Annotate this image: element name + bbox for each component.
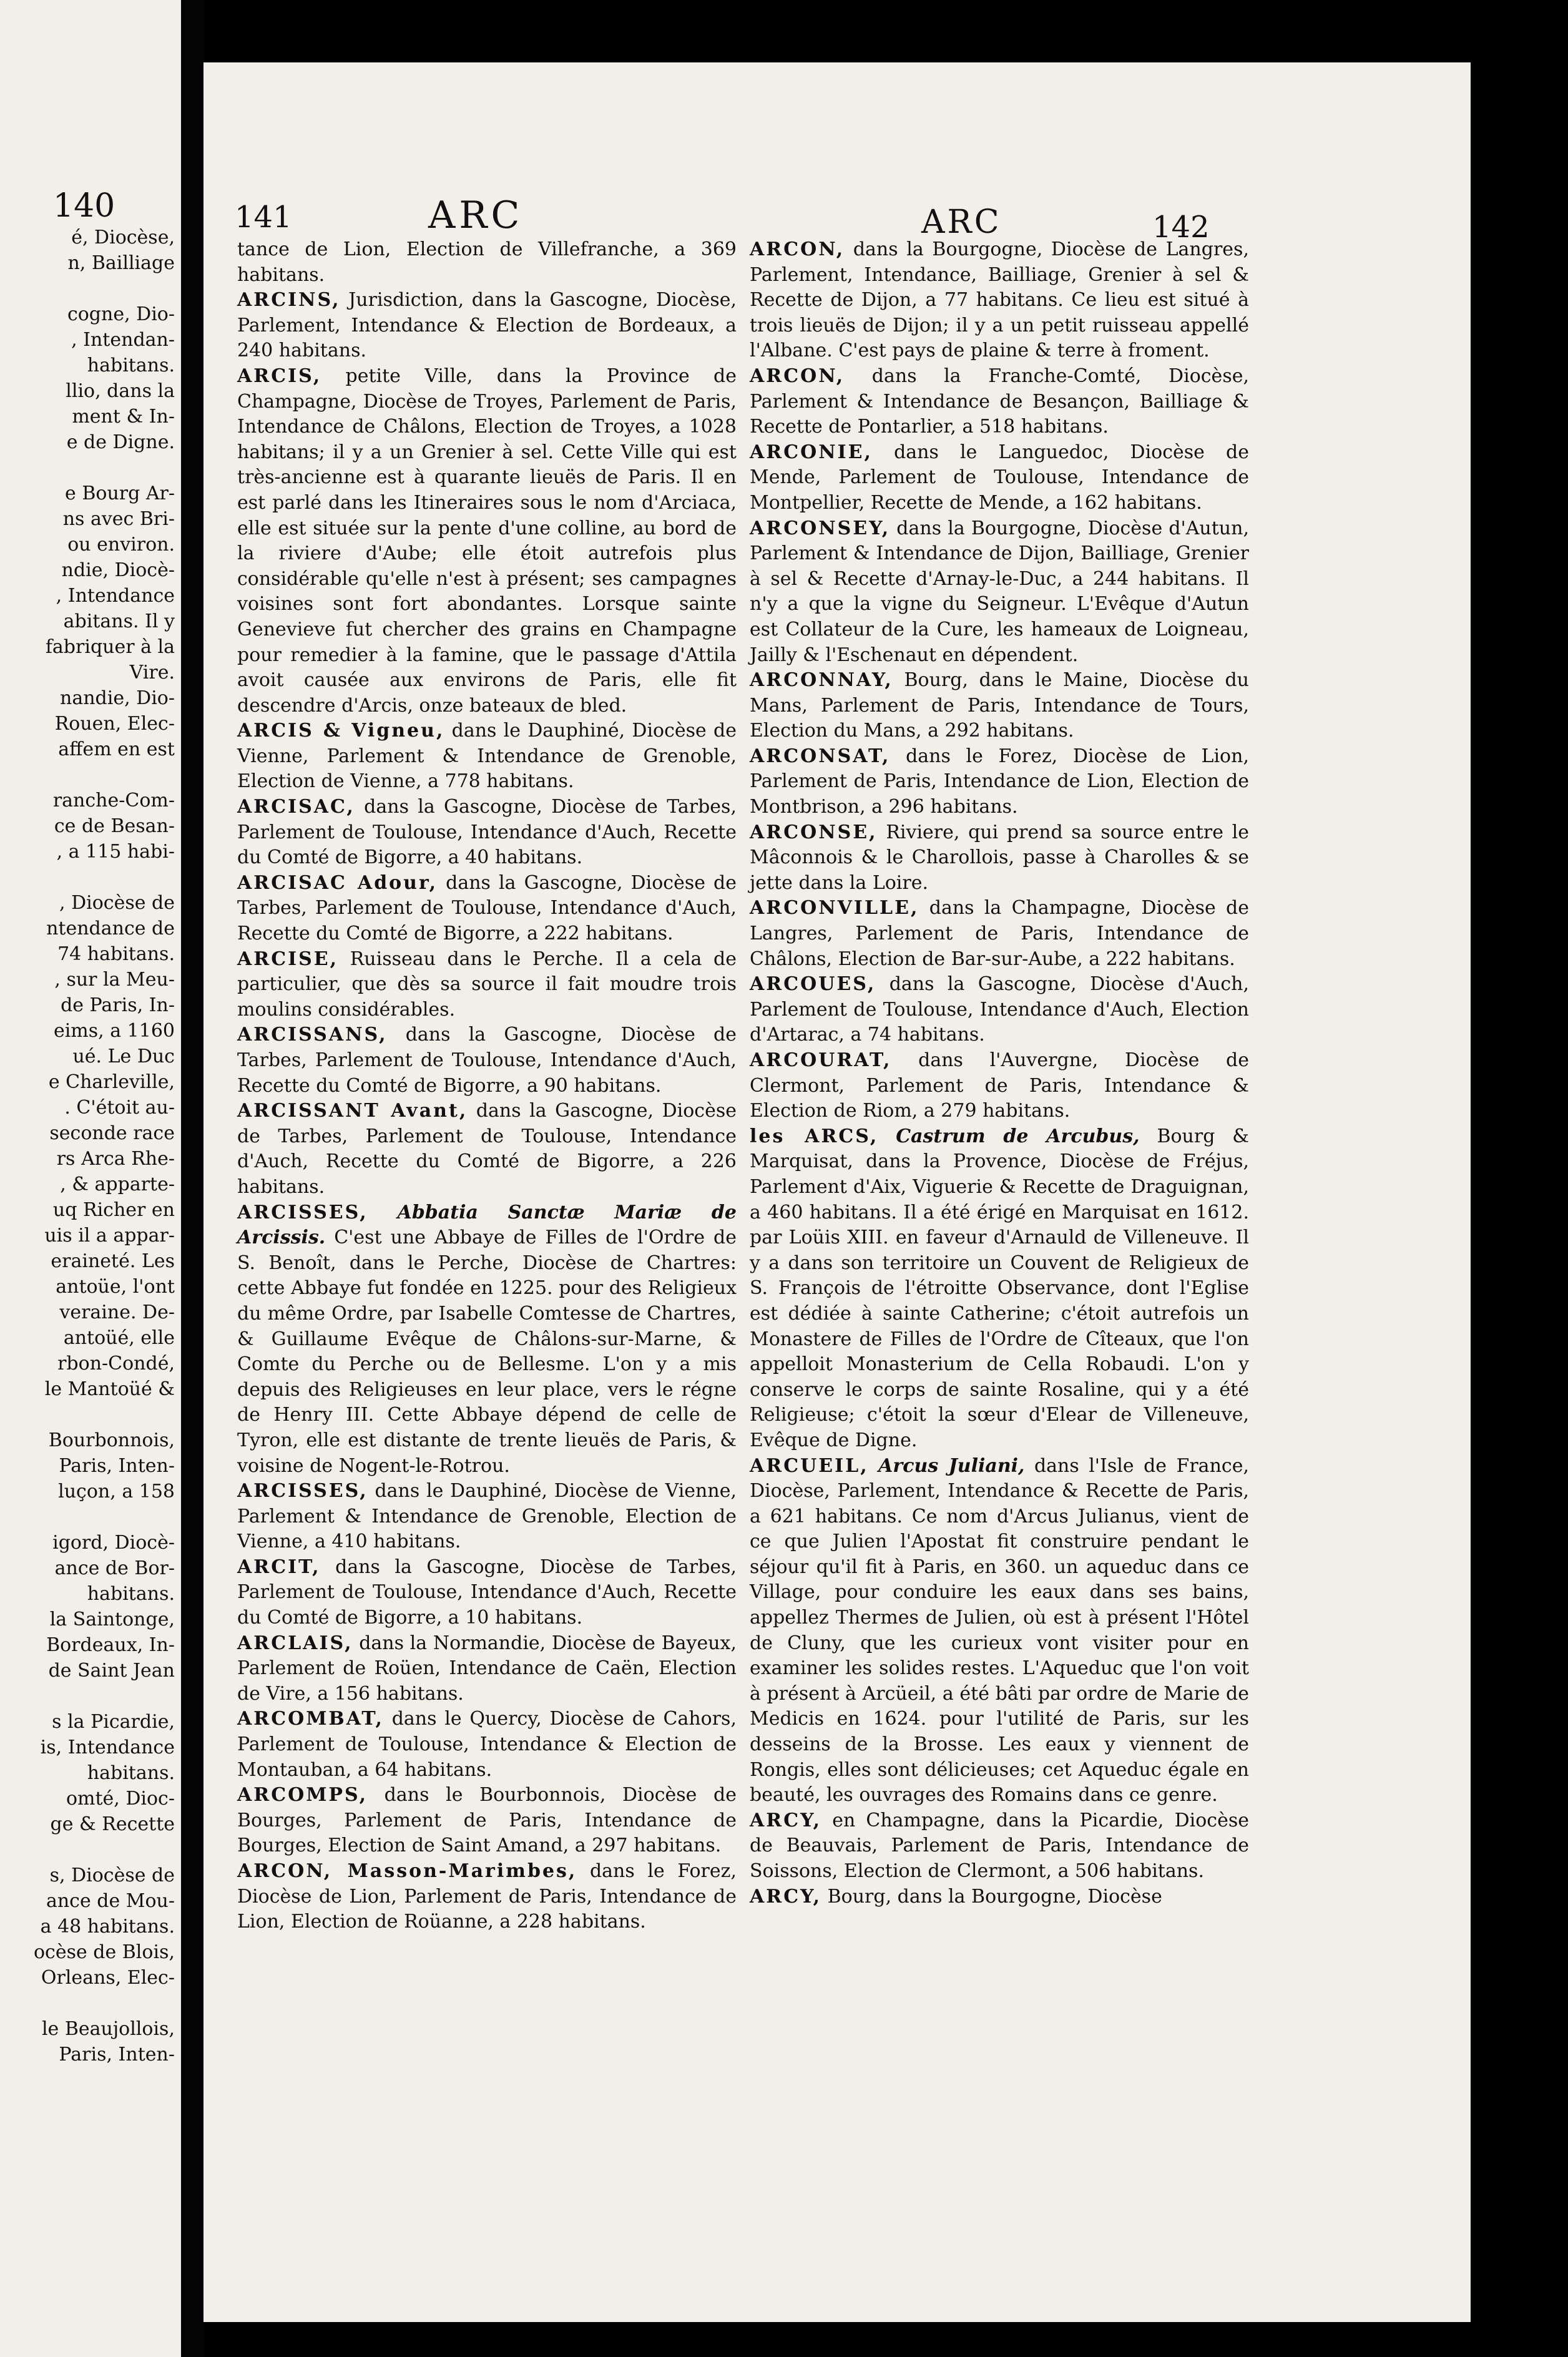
previous-page-line: [0, 455, 175, 481]
previous-page-line: ance de Bor-: [54, 1557, 175, 1579]
previous-page-line: [0, 762, 175, 788]
entry-headword: ARCONVILLE,: [750, 897, 919, 919]
text-column-right: [750, 237, 1249, 1909]
previous-page-line: ns avec Bri-: [62, 508, 175, 530]
entry-headword: ARCY,: [750, 1885, 822, 1908]
dictionary-entry: [237, 1099, 737, 1200]
entry-headword: ARCLAIS,: [237, 1632, 353, 1654]
previous-page-line: la Saintonge,: [49, 1609, 175, 1630]
entry-headword: les ARCS,: [750, 1125, 879, 1147]
entry-latin-name: Arcus Juliani,: [878, 1454, 1025, 1477]
dictionary-entry: [237, 1859, 737, 1935]
entry-text: dans le Languedoc, Diocèse de Mende, Parlement de Toulouse, Intendance de Montpellier, Recette de Mende, a 162 habitans.: [750, 441, 1249, 514]
entry-headword: ARCON, Masson-Marimbes,: [237, 1860, 577, 1882]
dictionary-entry: [750, 896, 1249, 972]
previous-page-line: is, Intendance: [40, 1737, 175, 1758]
entry-text: dans la Franche-Comté, Diocèse, Parlement & Intendance de Besançon, Bailliage & Recette de Pontarlier, a 518 habitans.: [750, 365, 1249, 438]
entry-text: dans la Champagne, Diocèse de Langres, Parlement de Paris, Intendance de Châlons, Election de Bar-sur-Aube, a 222 habitans.: [750, 897, 1249, 970]
entry-text: dans la Gascogne, Diocèse de Tarbes, Parlement de Toulouse, Intendance d'Auch, Recette du Comté de Bigorre, a 40 habitans.: [237, 796, 737, 869]
dictionary-entry: [750, 744, 1249, 820]
dictionary-entry: [750, 364, 1249, 440]
entry-text: Ruisseau dans le Perche. Il a cela de particulier, que dès sa source il fait moudre trois moulins considérables.: [237, 948, 737, 1021]
previous-page-line: , Intendan-: [71, 329, 175, 351]
entry-headword: ARCY,: [750, 1809, 822, 1831]
entry-text: dans l'Auvergne, Diocèse de Clermont, Parlement de Paris, Intendance & Election de Riom, a 279 habitans.: [750, 1049, 1249, 1122]
dictionary-entry: [237, 237, 737, 288]
previous-page-line: [0, 1837, 175, 1863]
entry-text: dans la Gascogne, Diocèse de Tarbes, Parlement de Toulouse, Intendance d'Auch, Recette du Comté de Bigorre, a 222 habitans.: [237, 871, 737, 945]
entry-text: dans la Bourgogne, Diocèse d'Autun, Parlement & Intendance de Dijon, Bailliage, Grenier à sel & Recette d'Arnay-le-Duc, a 244 habitans. Il n'y a que la vigne du Seigneur. L'Evêque d'Autun est Collateur de la Cure, les hameaux de Loigneau, Jailly & l'Eschenaut en dépendent.: [750, 517, 1249, 666]
entry-text: tance de Lion, Election de Villefranche, a 369 habitans.: [237, 238, 737, 286]
entry-headword: ARCON,: [750, 238, 845, 260]
entry-headword: ARCIT,: [237, 1556, 321, 1578]
previous-page-line: seconde race: [49, 1122, 175, 1144]
dictionary-entry: [750, 1884, 1249, 1910]
dictionary-entry: [237, 1479, 737, 1555]
dictionary-entry: [237, 364, 737, 718]
previous-page-line: veraine. De-: [59, 1301, 175, 1323]
previous-page-line: n, Bailliage: [67, 252, 175, 274]
dictionary-entry: [237, 718, 737, 795]
previous-page-line: fabriquer à la: [45, 636, 175, 658]
entry-text: dans le Quercy, Diocèse de Cahors, Parlement de Toulouse, Intendance & Election de Montauban, a 64 habitans.: [237, 1708, 737, 1781]
previous-page-line: Orleans, Elec-: [41, 1967, 175, 1989]
previous-page-line: , & apparte-: [60, 1174, 175, 1195]
entry-headword: ARCISAC,: [237, 796, 355, 818]
previous-page-line: ndie, Diocè-: [61, 559, 175, 581]
previous-page-line: rbon-Condé,: [57, 1353, 175, 1375]
previous-page-line: é, Diocèse,: [71, 227, 175, 248]
entry-headword: ARCINS,: [237, 289, 341, 311]
entry-text: dans la Gascogne, Diocèse de Tarbes, Parlement de Toulouse, Intendance d'Auch, Recette du Comté de Bigorre, a 226 habitans.: [237, 1100, 737, 1198]
entry-text: dans la Normandie, Diocèse de Bayeux, Parlement de Roüen, Intendance de Caën, Election de Vire, a 156 habitans.: [237, 1632, 737, 1705]
previous-page-line: le Mantoüé &: [44, 1378, 175, 1400]
entry-text: Riviere, qui prend sa source entre le Mâconnois & le Charollois, passe à Charolles & se jette dans la Loire.: [750, 821, 1249, 894]
previous-page-line: ment & In-: [72, 406, 175, 428]
dictionary-entry: [750, 972, 1249, 1048]
entry-headword: ARCONSEY,: [750, 517, 891, 539]
previous-page-line: abitans. Il y: [63, 610, 175, 632]
previous-page-line: [0, 1683, 175, 1709]
previous-page-line: [0, 1991, 175, 2016]
previous-page-line: ranche-Com-: [52, 790, 175, 811]
previous-page-line: ce de Besan-: [54, 815, 175, 837]
text-column-left: [237, 237, 737, 1935]
previous-page-line: ocèse de Blois,: [33, 1941, 175, 1963]
entry-headword: ARCISSANS,: [237, 1024, 388, 1046]
previous-page-line: Rouen, Elec-: [54, 713, 175, 735]
dictionary-entry: [750, 1454, 1249, 1808]
entry-text: dans la Gascogne, Diocèse de Tarbes, Parlement de Toulouse, Intendance d'Auch, Recette du Comté de Bigorre, a 90 habitans.: [237, 1024, 737, 1097]
entry-headword: ARCISAC Adour,: [237, 871, 438, 894]
entry-headword: ARCONSE,: [750, 821, 878, 843]
entry-latin-name: Abbatia Sanctæ Mariæ de Arcissis.: [237, 1201, 737, 1249]
entry-headword: ARCIS & Vigneu,: [237, 720, 445, 742]
previous-page-line: 74 habitans.: [57, 943, 175, 965]
previous-page-line: omté, Dioc-: [66, 1788, 175, 1810]
dictionary-entry: [750, 237, 1249, 364]
previous-page-number: 140: [53, 187, 115, 225]
entry-text: en Champagne, dans la Picardie, Diocèse de Beauvais, Parlement de Paris, Intendance de Soissons, Election de Clermont, a 506 habitans.: [750, 1809, 1249, 1882]
previous-page-line: , sur la Meu-: [54, 969, 175, 991]
previous-page-line: , a 115 habi-: [56, 841, 175, 863]
entry-headword: ARCIS,: [237, 365, 322, 387]
previous-page-line: antoüé, elle: [63, 1327, 175, 1349]
previous-page-line: s, Diocèse de: [49, 1865, 175, 1886]
previous-page-line: [0, 1504, 175, 1530]
entry-text: C'est une Abbaye de Filles de l'Ordre de S. Benoît, dans le Perche, Diocèse de Chartres: cette Abbaye fut fondée en 1225. pour des Religieux du même Ordre, par Isabelle Comtesse de Chartres, & Guillaume Evêque de Châlons-sur-Marne, & Comte du Perche ou de Bellesme. L'on y a mis depuis des Religieuses en leur place, vers le régne de Henry III. Cette Abbaye dépend de celle de Tyron, elle est distante de trente lieuës de Paris, & voisine de Nogent-le-Rotrou.: [237, 1227, 737, 1477]
dictionary-entry: [237, 1707, 737, 1783]
entry-headword: ARCONSAT,: [750, 745, 891, 767]
previous-page-line: habitans.: [87, 1762, 175, 1784]
previous-page-line: rs Arca Rhe-: [56, 1148, 175, 1170]
previous-page-line: e Charleville,: [48, 1071, 175, 1093]
dictionary-entry: [750, 820, 1249, 896]
entry-latin-name: Castrum de Arcubus,: [896, 1125, 1140, 1147]
previous-page-line: ntendance de: [46, 918, 175, 939]
previous-page-line: e de Digne.: [66, 431, 175, 453]
entry-text: Bourg, dans le Maine, Diocèse du Mans, Parlement de Paris, Intendance de Tours, Election du Mans, a 292 habitans.: [750, 669, 1249, 742]
previous-page-line: luçon, a 158: [58, 1481, 175, 1502]
previous-page-line: de Saint Jean: [48, 1660, 175, 1682]
previous-page-line: eraineté. Les: [51, 1250, 175, 1272]
dictionary-entry: [237, 795, 737, 871]
entry-headword: ARCONIE,: [750, 441, 873, 463]
dictionary-entry: [750, 516, 1249, 669]
entry-text: dans le Forez, Diocèse de Lion, Parlement de Paris, Intendance de Lion, Election de Roüanne, a 228 habitans.: [237, 1860, 737, 1933]
entry-text: Bourg, dans la Bourgogne, Diocèse: [827, 1885, 1162, 1908]
previous-page-line: Bourbonnois,: [48, 1429, 175, 1451]
previous-page-line: le Beaujollois,: [41, 2018, 175, 2040]
entry-headword: ARCOUES,: [750, 973, 876, 996]
previous-page-text: [0, 225, 175, 2067]
previous-page-line: nandie, Dio-: [60, 687, 175, 709]
entry-text: Bourg & Marquisat, dans la Provence, Diocèse de Fréjus, Parlement d'Aix, Viguerie & Recette de Draguignan, a 460 habitans. Il a été érigé en Marquisat en 1612. par Loüis XIII. en faveur d'Arnauld de Villeneuve. Il y a dans son territoire un Couvent de Religieux de S. François de l'étroitte Observance, dont l'Eglise est dédiée à sainte Catherine; c'étoit autrefois un Monastere de Filles de l'Ordre de Cîteaux, que l'on appelloit Monasterium de Cella Robaudi. L'on y conserve le corps de sainte Rosaline, qui y a été Religieuse; c'étoit la sœur d'Elear de Villeneuve, Evêque de Digne.: [750, 1125, 1249, 1451]
running-head-right: ARC: [921, 203, 1002, 241]
entry-headword: ARCISSANT Avant,: [237, 1100, 468, 1122]
dictionary-entry: [237, 1783, 737, 1859]
previous-page-line: ance de Mou-: [46, 1890, 175, 1912]
entry-text: dans le Forez, Diocèse de Lion, Parlement de Paris, Intendance de Lion, Election de Montbrison, a 296 habitans.: [750, 745, 1249, 818]
previous-page-line: eims, a 1160: [53, 1020, 175, 1042]
previous-page-line: affem en est: [58, 738, 175, 760]
previous-page-line: [0, 1402, 175, 1428]
previous-page-line: Vire.: [129, 662, 175, 684]
entry-headword: ARCOURAT,: [750, 1049, 892, 1071]
entry-headword: ARCUEIL,: [750, 1454, 869, 1477]
previous-page-line: , Diocèse de: [59, 892, 175, 914]
running-head-left: ARC: [428, 194, 524, 237]
previous-page-line: e Bourg Ar-: [65, 483, 175, 504]
dictionary-entry: [237, 871, 737, 947]
previous-page-line: , Intendance: [56, 585, 175, 607]
previous-page-strip: [0, 0, 181, 2357]
book-gutter: [181, 0, 203, 2357]
previous-page-line: Bordeaux, In-: [46, 1634, 175, 1656]
previous-page-line: ou environ.: [67, 534, 175, 556]
previous-page-line: ué. Le Duc: [72, 1046, 175, 1067]
dictionary-entry: [237, 1631, 737, 1707]
entry-text: Jurisdiction, dans la Gascogne, Diocèse, Parlement, Intendance & Election de Bordeaux, a 240 habitans.: [237, 289, 737, 362]
entry-headword: ARCOMPS,: [237, 1784, 368, 1806]
dictionary-entry: [237, 1555, 737, 1631]
entry-headword: ARCISSES,: [237, 1480, 368, 1502]
previous-page-line: Paris, Inten-: [59, 1455, 175, 1477]
previous-page-line: s la Picardie,: [52, 1711, 175, 1733]
entry-headword: ARCON,: [750, 365, 845, 387]
scan-background: [1471, 0, 1568, 2357]
entry-text: dans la Bourgogne, Diocèse de Langres, Parlement, Intendance, Bailliage, Grenier à sel & Recette de Dijon, a 77 habitans. Ce lieu est situé à trois lieuës de Dijon; il y a un petit ruisseau appellé l'Albane. C'est pays de plaine & terre à froment.: [750, 238, 1249, 362]
entry-text: dans le Bourbonnois, Diocèse de Bourges, Parlement de Paris, Intendance de Bourges, Election de Saint Amand, a 297 habitans.: [237, 1784, 737, 1857]
previous-page-line: a 48 habitans.: [40, 1916, 175, 1938]
previous-page-line: igord, Diocè-: [52, 1532, 175, 1554]
running-header: [203, 194, 1471, 243]
previous-page-line: ge & Recette: [50, 1813, 175, 1835]
entry-headword: ARCISSES,: [237, 1201, 368, 1223]
dictionary-entry: [750, 1808, 1249, 1884]
previous-page-line: habitans.: [87, 355, 175, 376]
column-number-left: 141: [235, 200, 292, 235]
previous-page-line: habitans.: [87, 1583, 175, 1605]
entry-text: dans le Dauphiné, Diocèse de Vienne, Parlement & Intendance de Grenoble, Election de Vienne, a 778 habitans.: [237, 720, 737, 793]
previous-page-line: Paris, Inten-: [59, 2044, 175, 2065]
previous-page-line: de Paris, In-: [61, 994, 175, 1016]
column-number-right: 142: [1152, 210, 1210, 245]
dictionary-entry: [237, 288, 737, 364]
book-page: [203, 62, 1471, 2322]
dictionary-entry: [750, 1124, 1249, 1454]
previous-page-line: [0, 276, 175, 301]
entry-headword: ARCOMBAT,: [237, 1708, 384, 1730]
dictionary-entry: [750, 440, 1249, 516]
previous-page-line: llio, dans la: [66, 380, 175, 402]
previous-page-line: cogne, Dio-: [67, 303, 175, 325]
entry-text: dans la Gascogne, Diocèse d'Auch, Parlement de Toulouse, Intendance d'Auch, Election d'Artarac, a 74 habitans.: [750, 973, 1249, 1046]
previous-page-line: uq Richer en: [52, 1199, 175, 1221]
dictionary-entry: [237, 1022, 737, 1099]
entry-text: petite Ville, dans la Province de Champagne, Diocèse de Troyes, Parlement de Paris, Intendance de Châlons, Election de Troyes, a 1028 habitans; il y a un Grenier à sel. Cette Ville qui est très-ancienne est à quarante lieuës de Paris. Il en est parlé dans les Itineraires sous le nom d'Arciaca, elle est située sur la pente d'une colline, au bord de la riviere d'Aube; elle étoit autrefois plus considérable qu'elle n'est à présent; ses campagnes voisines sont fort abondantes. Lorsque sainte Genevieve fut chercher des grains en Champagne pour remedier à la famine, que le passage d'Attila avoit causée aux environs de Paris, elle fit descendre d'Arcis, onze bateaux de bled.: [237, 365, 737, 717]
entry-headword: ARCONNAY,: [750, 669, 893, 692]
previous-page-line: antoüe, l'ont: [56, 1276, 175, 1298]
entry-text: dans le Dauphiné, Diocèse de Vienne, Parlement & Intendance de Grenoble, Election de Vienne, a 410 habitans.: [237, 1480, 737, 1553]
entry-text: dans l'Isle de France, Diocèse, Parlement, Intendance & Recette de Paris, a 621 habitans. Ce nom d'Arcus Julianus, vient de ce que Julien l'Apostat fit construire pendant le séjour qu'il fit à Paris, en 360. un aqueduc dans ce Village, pour conduire les eaux dans ses bains, appellez Thermes de Julien, où est à présent l'Hôtel de Cluny, que les curieux vont visiter pour en examiner les solides restes. L'Aqueduc que l'on voit à présent à Arcüeil, a été bâti par ordre de Marie de Medicis en 1624. pour l'utilité de Paris, sur les desseins de la Brosse. Les eaux y viennent de Rongis, elles sont délicieuses; cet Aqueduc égale en beauté, les ouvrages des Romains dans ce genre.: [750, 1454, 1249, 1806]
dictionary-entry: [750, 668, 1249, 744]
previous-page-line: . C'étoit au-: [64, 1097, 175, 1119]
previous-page-line: [0, 865, 175, 890]
previous-page-line: uis il a appar-: [44, 1225, 175, 1247]
dictionary-entry: [750, 1048, 1249, 1124]
entry-headword: ARCISE,: [237, 948, 339, 970]
dictionary-entry: [237, 1200, 737, 1479]
entry-text: dans la Gascogne, Diocèse de Tarbes, Parlement de Toulouse, Intendance d'Auch, Recette du Comté de Bigorre, a 10 habitans.: [237, 1556, 737, 1629]
dictionary-entry: [237, 947, 737, 1023]
